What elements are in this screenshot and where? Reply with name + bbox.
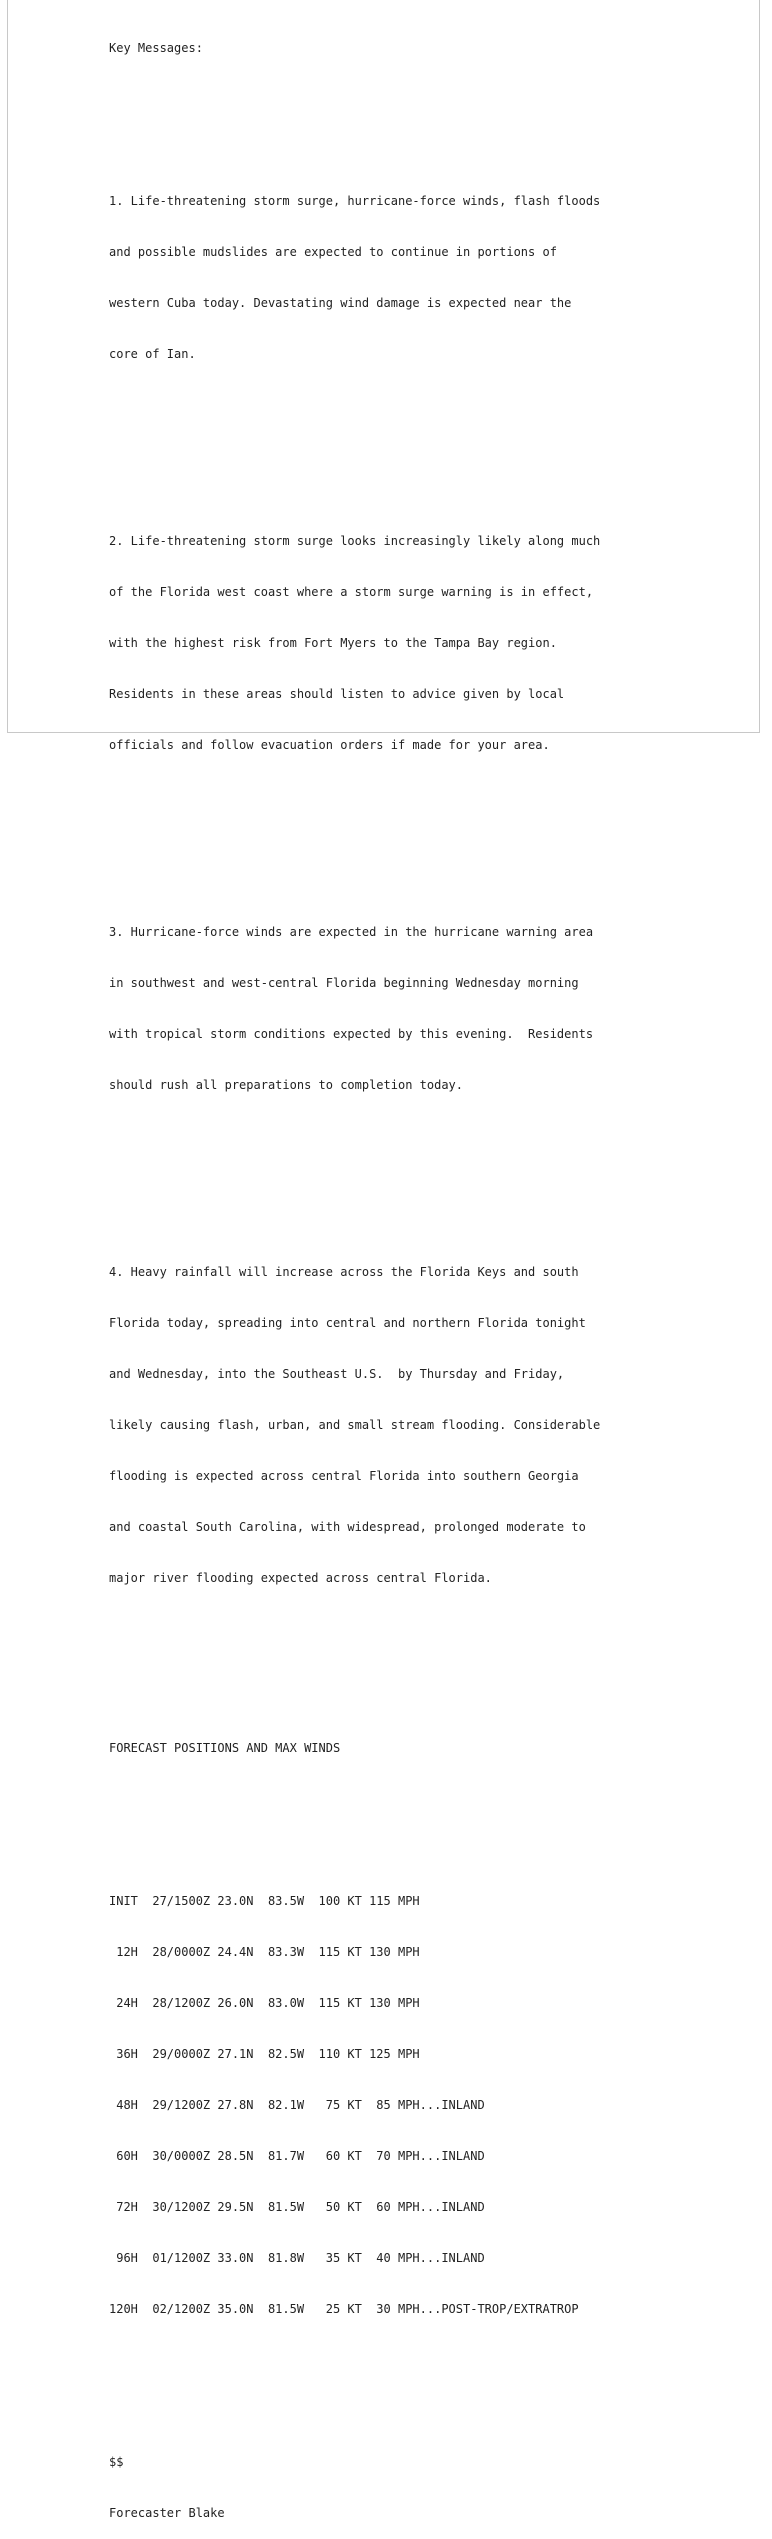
- advisory-text: [109, 6, 749, 2539]
- forecast-row: 96H 01/1200Z 33.0N 81.8W 35 KT 40 MPH...INLAND: [109, 2251, 485, 2265]
- forecast-row: 24H 28/1200Z 26.0N 83.0W 115 KT 130 MPH: [109, 1996, 420, 2010]
- forecast-row: 60H 30/0000Z 28.5N 81.7W 60 KT 70 MPH...INLAND: [109, 2149, 485, 2163]
- key-message-4: 4. Heavy rainfall will increase across the Florida Keys and south Florida today, spreading into central and northern Florida tonight and Wednesday, into the Southeast U.S. by Thursday and Friday, likely causing flash, urban, and small stream flooding. Considerable flooding is expected across central Florida into southern Georgia and coastal South Carolina, with widespread, prolonged moderate to major river flooding expected across central Florida.: [109, 1265, 601, 1585]
- forecast-row: 36H 29/0000Z 27.1N 82.5W 110 KT 125 MPH: [109, 2047, 420, 2061]
- forecast-table: [109, 1859, 749, 2352]
- forecast-row: 120H 02/1200Z 35.0N 81.5W 25 KT 30 MPH...POST-TROP/EXTRATROP: [109, 2302, 579, 2316]
- key-messages-heading: Key Messages:: [109, 41, 203, 55]
- key-message-1: 1. Life-threatening storm surge, hurricane-force winds, flash floods and possible mudslides are expected to continue in portions of western Cuba today. Devastating wind damage is expected near the core of Ian.: [109, 194, 601, 361]
- forecast-row: 72H 30/1200Z 29.5N 81.5W 50 KT 60 MPH...INLAND: [109, 2200, 485, 2214]
- key-message-2: 2. Life-threatening storm surge looks increasingly likely along much of the Florida west coast where a storm surge warning is in effect, with the highest risk from Fort Myers to the Tampa Bay region. Residents in these areas should listen to advice given by local officials and follow evacuation orders if made for your area.: [109, 534, 601, 752]
- forecast-row: 12H 28/0000Z 24.4N 83.3W 115 KT 130 MPH: [109, 1945, 420, 1959]
- forecaster-signature: Forecaster Blake: [109, 2506, 225, 2520]
- forecast-row: 48H 29/1200Z 27.8N 82.1W 75 KT 85 MPH...INLAND: [109, 2098, 485, 2112]
- key-message-3: 3. Hurricane-force winds are expected in the hurricane warning area in southwest and west-central Florida beginning Wednesday morning with tropical storm conditions expected by this evening. Residents should rush all preparations to completion today.: [109, 925, 594, 1092]
- end-marker: $$: [109, 2455, 124, 2469]
- forecast-title: FORECAST POSITIONS AND MAX WINDS: [109, 1741, 341, 1755]
- forecast-row: INIT 27/1500Z 23.0N 83.5W 100 KT 115 MPH: [109, 1894, 420, 1908]
